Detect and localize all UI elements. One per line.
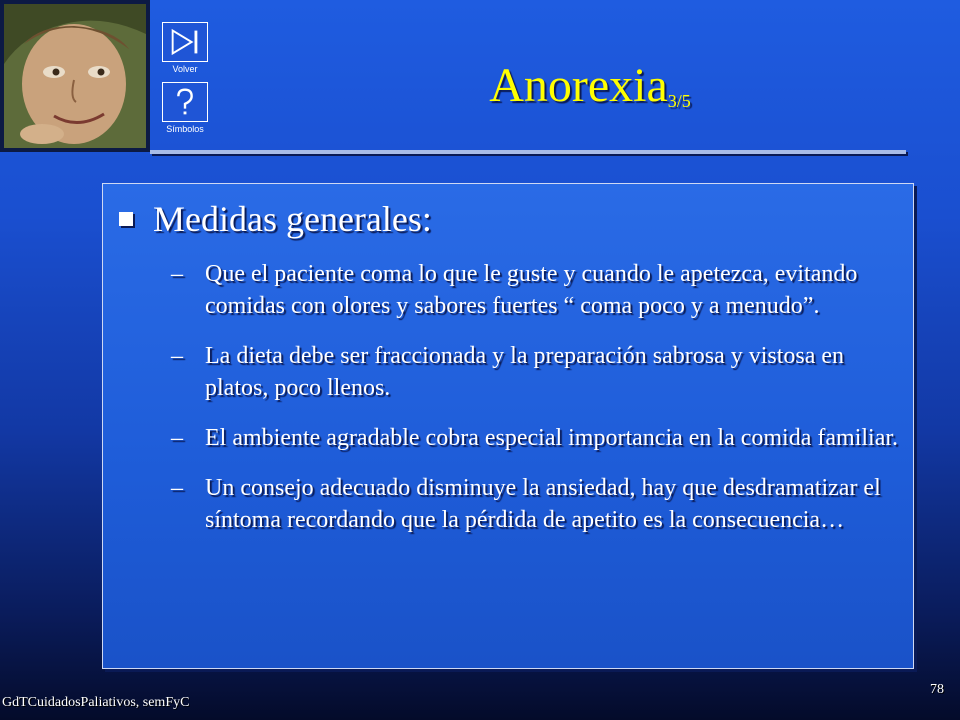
simbolos-label: Símbolos	[166, 124, 204, 134]
section-heading	[119, 198, 432, 240]
volver-button[interactable]	[162, 22, 208, 62]
dash-bullet: –	[171, 261, 183, 287]
list-item	[171, 472, 901, 536]
list-item	[171, 258, 901, 322]
dash-bullet: –	[171, 425, 183, 451]
sub-bullet-list	[171, 258, 901, 554]
dash-bullet: –	[171, 343, 183, 369]
title-divider	[150, 150, 906, 154]
heading-text: Medidas generales:	[153, 199, 432, 239]
content-panel	[102, 183, 914, 669]
volver-label: Volver	[172, 64, 198, 74]
page-number: 78	[930, 682, 944, 697]
simbolos-button[interactable]	[162, 82, 208, 122]
list-item	[171, 422, 901, 454]
list-item	[171, 340, 901, 404]
portrait-image	[0, 0, 150, 152]
footer-credit: GdTCuidadosPaliativos, semFyC	[2, 695, 190, 710]
return-icon	[163, 23, 207, 61]
square-bullet-icon	[119, 212, 133, 226]
title-subscript: 3/5	[667, 91, 691, 111]
title-text: Anorexia	[489, 59, 668, 112]
list-item-text: La dieta debe ser fraccionada y la preparación sabrosa y vistosa en platos, poco llenos.	[205, 343, 845, 401]
slide-title	[380, 59, 800, 112]
face-illustration	[4, 4, 146, 148]
question-mark-icon	[163, 83, 207, 121]
list-item-text: El ambiente agradable cobra especial importancia en la comida familiar.	[205, 425, 899, 451]
dash-bullet: –	[171, 475, 183, 501]
list-item-text: Un consejo adecuado disminuye la ansiedad, hay que desdramatizar el síntoma recordando que la pérdida de apetito es la consecuencia…	[205, 475, 881, 533]
list-item-text: Que el paciente coma lo que le guste y cuando le apetezca, evitando comidas con olores y sabores fuertes “ coma poco y a menudo”.	[205, 261, 858, 319]
